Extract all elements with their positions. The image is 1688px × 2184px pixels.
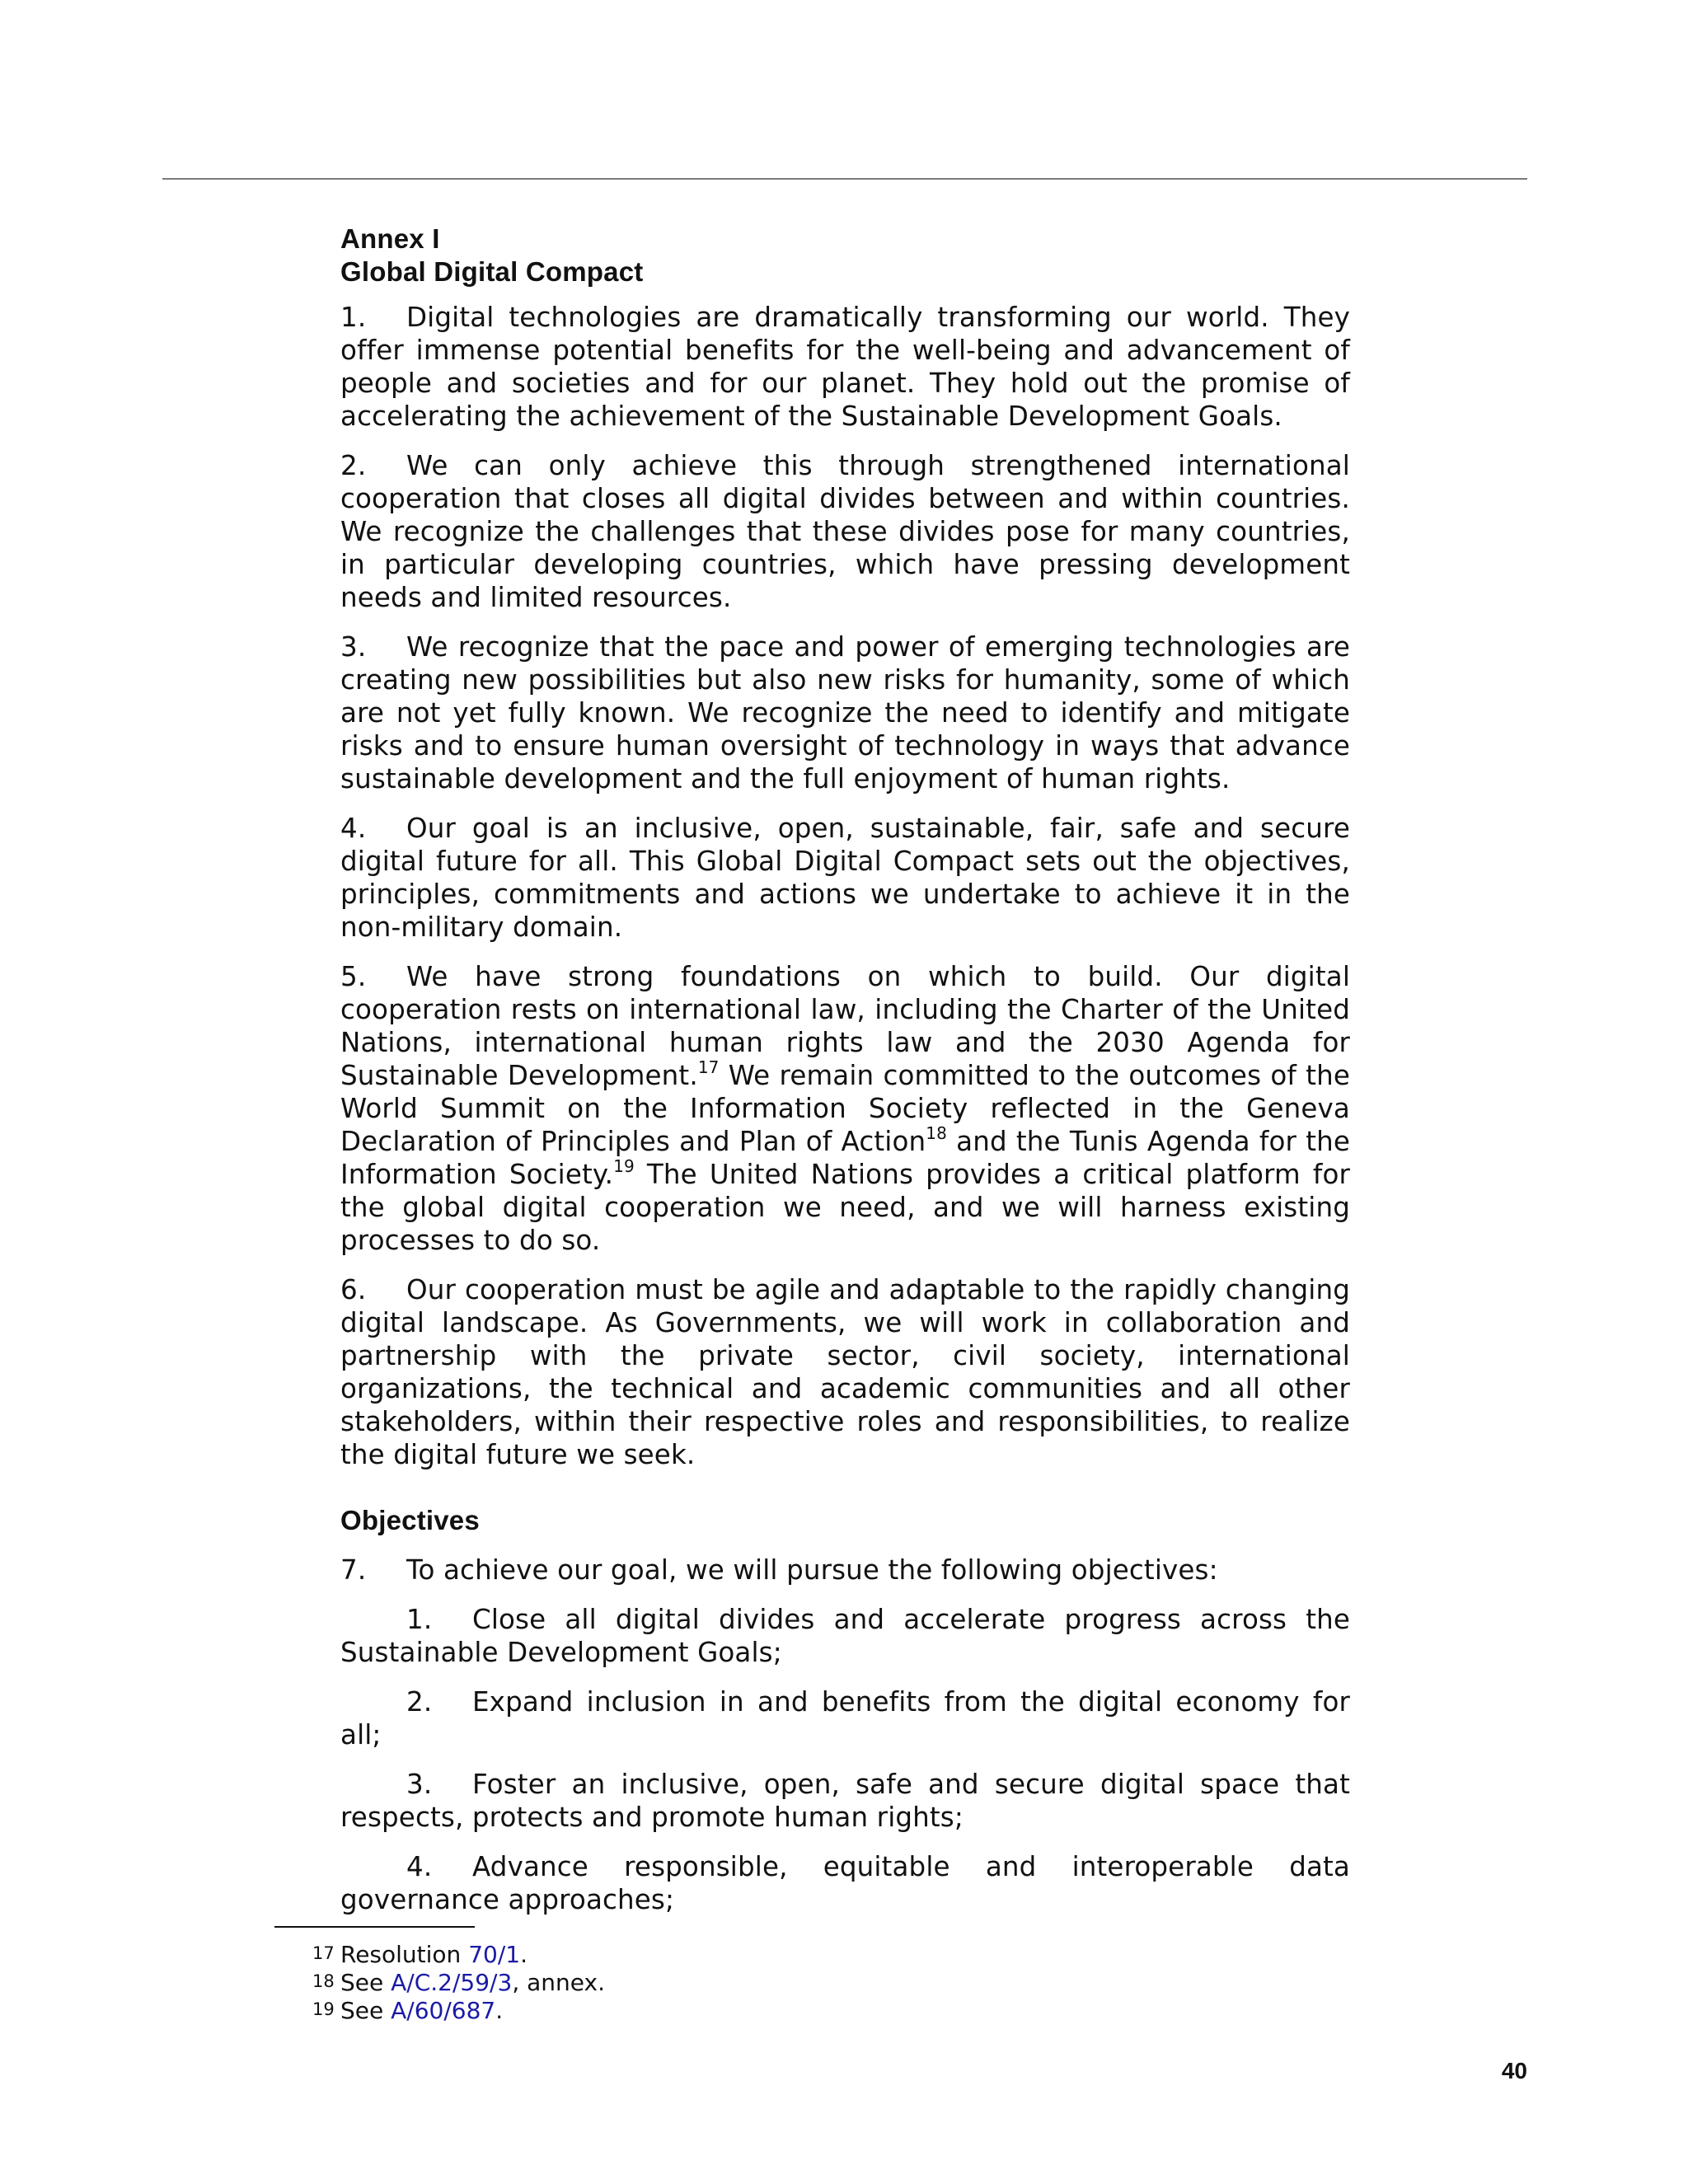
paragraph-number: 2.: [340, 450, 367, 481]
annex-title: Global Digital Compact: [340, 256, 644, 287]
footnote-text: See: [340, 1997, 392, 2024]
paragraph-text: The United Nations provides a critical platform for the global digital cooperation we need, and we will harness existing processes to do so.: [340, 1159, 1350, 1256]
paragraph-6: [340, 1273, 1350, 1471]
paragraph-number: 1.: [340, 302, 367, 333]
paragraph-text: We recognize that the pace and power of emerging technologies are creating new possibilities but also new risks for humanity, some of which are not yet fully known. We recognize the need to identify and mitigate risks and to ensure human oversight of technology in ways that advance sustainable development and the full enjoyment of human rights.: [340, 631, 1350, 794]
objective-text: Close all digital divides and accelerate progress across the Sustainable Development Goals;: [340, 1604, 1350, 1668]
paragraph-3: [340, 630, 1350, 795]
objective-number: 4.: [406, 1851, 433, 1882]
paragraph-2: [340, 449, 1350, 614]
paragraph-7: [340, 1554, 1350, 1586]
paragraph-number: 7.: [340, 1554, 367, 1586]
paragraph-text: and the Tunis Agenda for the Information Society.: [340, 1126, 1350, 1190]
objective-number: 2.: [406, 1686, 433, 1718]
footnote-ref[interactable]: 18: [926, 1123, 947, 1144]
paragraph-1: [340, 301, 1350, 433]
objective-number: 1.: [406, 1604, 433, 1635]
footnote-link[interactable]: A/60/687: [391, 1997, 496, 2024]
footnote-18: [312, 1969, 605, 1997]
footnote-number: 19: [312, 1999, 335, 2019]
paragraph-text: To achieve our goal, we will pursue the following objectives:: [406, 1554, 1218, 1586]
footnote-rule: [274, 1926, 475, 1928]
paragraph-4: [340, 812, 1350, 944]
paragraph-5: [340, 960, 1350, 1257]
paragraph-number: 4.: [340, 813, 367, 844]
paragraph-text: We have strong foundations on which to build. Our digital cooperation rests on international law, including the Charter of the United Nations, international human rights law and the 2030 Agenda for Sustainable Development.: [340, 961, 1350, 1091]
paragraph-text: We remain committed to the outcomes of the World Summit on the Information Society reflected in the Geneva Declaration of Principles and Plan of Action: [340, 1060, 1350, 1157]
document-body: [340, 223, 1350, 1933]
paragraph-number: 5.: [340, 961, 367, 992]
footnote-text: .: [520, 1941, 528, 1968]
footnote-text: .: [495, 1997, 504, 2024]
objectives-heading: Objectives: [340, 1505, 480, 1535]
footnote-ref[interactable]: 19: [613, 1156, 635, 1177]
paragraph-text: Our cooperation must be agile and adaptable to the rapidly changing digital landscape. As Governments, we will work in collaboration and partnership with the private sector, civil society, international organizations, the technical and academic communities and all other stakeholders, within their respective roles and responsibilities, to realize the digital future we seek.: [340, 1274, 1350, 1470]
page-number: 40: [1501, 2058, 1527, 2083]
footnotes: [312, 1941, 605, 2025]
footnote-19: [312, 1997, 605, 2025]
footnote-text: , annex.: [512, 1969, 605, 1996]
paragraph-text: We can only achieve this through strengthened international cooperation that closes all digital divides between and within countries. We recognize the challenges that these divides pose for many countries, in particular developing countries, which have pressing development needs and limited resources.: [340, 450, 1350, 613]
objective-text: Expand inclusion in and benefits from the digital economy for all;: [340, 1686, 1350, 1750]
footnote-text: Resolution: [340, 1941, 469, 1968]
footnote-number: 17: [312, 1943, 335, 1963]
objective-item: [340, 1603, 1350, 1669]
header-rule: [162, 178, 1527, 180]
objective-text: Foster an inclusive, open, safe and secure digital space that respects, protects and promote human rights;: [340, 1769, 1350, 1833]
objective-item: [340, 1768, 1350, 1834]
paragraph-text: Our goal is an inclusive, open, sustainable, fair, safe and secure digital future for all. This Global Digital Compact sets out the objectives, principles, commitments and actions we undertake to achieve it in the non-military domain.: [340, 813, 1350, 943]
paragraph-number: 6.: [340, 1274, 367, 1305]
footnote-text: See: [340, 1969, 392, 1996]
footnote-ref[interactable]: 17: [697, 1057, 720, 1078]
footnote-17: [312, 1941, 605, 1969]
objective-item: [340, 1685, 1350, 1751]
objective-item: [340, 1850, 1350, 1916]
paragraph-number: 3.: [340, 631, 367, 663]
footnote-link[interactable]: A/C.2/59/3: [391, 1969, 513, 1996]
footnote-link[interactable]: 70/1: [468, 1941, 521, 1968]
objective-number: 3.: [406, 1769, 433, 1800]
paragraph-text: Digital technologies are dramatically transforming our world. They offer immense potential benefits for the well-being and advancement of people and societies and for our planet. They hold out the promise of accelerating the achievement of the Sustainable Development Goals.: [340, 302, 1350, 432]
annex-label: Annex I: [340, 223, 440, 254]
footnote-number: 18: [312, 1971, 335, 1991]
objective-text: Advance responsible, equitable and interoperable data governance approaches;: [340, 1851, 1350, 1915]
